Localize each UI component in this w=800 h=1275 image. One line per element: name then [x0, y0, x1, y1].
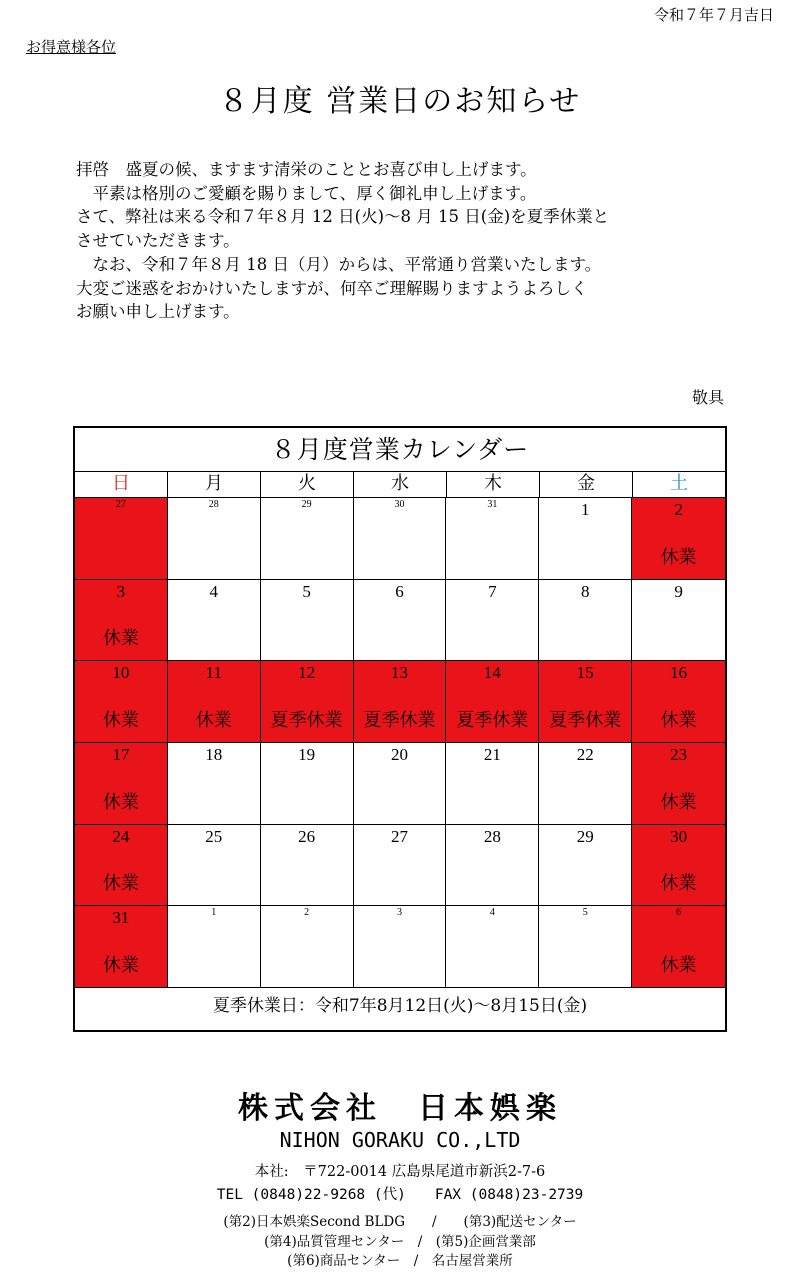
day-number: 4 [489, 907, 495, 919]
calendar-day-cell [75, 580, 168, 662]
day-number: 6 [676, 907, 682, 919]
calendar-day-cell [354, 580, 447, 662]
day-number: 31 [487, 499, 498, 510]
day-number: 30 [670, 826, 688, 846]
calendar-weekday-header [75, 472, 725, 498]
calendar-day-cell [354, 743, 447, 825]
calendar-day-cell [446, 743, 539, 825]
calendar-day-cell [354, 906, 447, 988]
calendar-day-cell [354, 661, 447, 743]
day-number: 31 [112, 908, 130, 928]
calendar-day-cell [261, 743, 354, 825]
day-number: 4 [209, 581, 219, 601]
day-number: 3 [116, 581, 126, 601]
calendar-day-cell [168, 580, 261, 662]
calendar-day-cell [261, 661, 354, 743]
day-status-label: 休業 [195, 709, 232, 731]
calendar-day-cell [75, 661, 168, 743]
calendar-day-cell [446, 661, 539, 743]
calendar-day-cell [632, 906, 725, 988]
day-number: 19 [298, 744, 316, 764]
day-status-label: 夏季休業 [549, 709, 622, 731]
calendar-day-cell [539, 498, 632, 580]
day-number: 27 [390, 826, 408, 846]
business-calendar [73, 426, 727, 1032]
calendar-day-cell [446, 906, 539, 988]
company-address: 本社: 〒722-0014 広島県尾道市新浜2-7-6 [254, 1164, 546, 1180]
closing: 敬具 [691, 388, 724, 407]
day-number: 12 [298, 663, 316, 683]
calendar-day-cell [354, 498, 447, 580]
day-number: 23 [670, 744, 688, 764]
day-number: 10 [112, 663, 130, 683]
calendar-day-cell [168, 498, 261, 580]
day-status-label: 休業 [102, 791, 139, 813]
day-status-label: 休業 [660, 873, 697, 895]
day-number: 29 [576, 826, 594, 846]
document-date: 令和７年７月吉日 [653, 6, 774, 24]
day-status-label: 休業 [102, 954, 139, 976]
day-number: 15 [576, 663, 594, 683]
letter-line: 平素は格別のご愛顧を賜りまして、厚く御礼申し上げます。 [76, 183, 537, 203]
calendar-day-cell [75, 825, 168, 907]
day-number: 20 [390, 744, 408, 764]
calendar-day-cell [261, 498, 354, 580]
calendar-title: ８月度営業カレンダー [75, 428, 725, 472]
day-number: 18 [205, 744, 223, 764]
day-status-label: 休業 [660, 546, 697, 568]
calendar-day-cell [168, 743, 261, 825]
calendar-day-cell [632, 743, 725, 825]
day-number: 24 [112, 826, 130, 846]
day-number: 11 [205, 663, 222, 683]
day-number: 5 [582, 907, 588, 919]
weekday-header-cell: 金 [540, 472, 633, 497]
company-name-en: NIHON GORAKU CO.,LTD [279, 1128, 521, 1152]
recipient: お得意様各位 [26, 38, 117, 56]
calendar-day-cell [446, 498, 539, 580]
weekday-header-cell: 日 [75, 472, 168, 497]
calendar-day-cell [75, 498, 168, 580]
calendar-day-cell [261, 906, 354, 988]
day-number: 16 [670, 663, 688, 683]
day-status-label: 休業 [660, 791, 697, 813]
calendar-footer: 夏季休業日：令和7年8月12日(火)～8月15日(金) [212, 996, 588, 1016]
day-number: 22 [576, 744, 594, 764]
office-line: (第2)日本娯楽Second BLDG / (第3)配送センター [223, 1214, 577, 1230]
company-name: 株式会社 日本娯楽 [238, 1091, 562, 1126]
calendar-day-cell [261, 580, 354, 662]
letter-line: 拝啓 盛夏の候、ますます清栄のこととお喜び申し上げます。 [76, 160, 537, 179]
calendar-day-cell [354, 825, 447, 907]
calendar-day-cell [75, 906, 168, 988]
day-status-label: 夏季休業 [363, 709, 436, 731]
day-number: 25 [205, 826, 223, 846]
company-offices [0, 1213, 800, 1272]
weekday-header-cell: 水 [354, 472, 447, 497]
day-status-label: 休業 [660, 709, 697, 731]
calendar-day-cell [446, 825, 539, 907]
calendar-grid [75, 498, 725, 988]
calendar-day-cell [632, 661, 725, 743]
calendar-day-cell [168, 825, 261, 907]
day-number: 26 [298, 826, 316, 846]
calendar-day-cell [539, 580, 632, 662]
calendar-day-cell [539, 906, 632, 988]
weekday-header-cell: 月 [168, 472, 261, 497]
office-line: (第6)商品センター / 名古屋営業所 [287, 1253, 513, 1269]
day-status-label: 夏季休業 [456, 709, 529, 731]
letter-line: お願い申し上げます。 [76, 302, 240, 322]
day-number: 5 [302, 581, 311, 601]
day-number: 9 [674, 581, 683, 601]
calendar-day-cell [539, 743, 632, 825]
letter-line: させていただきます。 [76, 231, 240, 251]
letter-line: なお、令和７年８月 18 日（月）からは、平常通り営業いたします。 [76, 254, 602, 274]
day-number: 3 [396, 907, 402, 919]
calendar-day-cell [632, 825, 725, 907]
calendar-day-cell [539, 825, 632, 907]
letter-line: さて、弊社は来る令和７年８月 12 日(火)～8 月 15 日(金)を夏季休業と [76, 207, 610, 227]
calendar-day-cell [168, 661, 261, 743]
calendar-day-cell [168, 906, 261, 988]
day-number: 13 [390, 663, 408, 683]
calendar-day-cell [446, 580, 539, 662]
weekday-header-cell: 火 [261, 472, 354, 497]
calendar-day-cell [539, 661, 632, 743]
day-number: 28 [483, 826, 501, 846]
day-number: 30 [394, 499, 405, 510]
day-status-label: 休業 [102, 628, 139, 650]
day-number: 29 [301, 499, 312, 510]
day-number: 8 [580, 581, 590, 601]
day-number: 1 [580, 500, 590, 519]
calendar-day-cell [632, 580, 725, 662]
day-number: 27 [115, 499, 126, 510]
day-number: 17 [112, 744, 130, 764]
letter-body [76, 158, 736, 324]
day-status-label: 夏季休業 [270, 709, 343, 731]
day-status-label: 休業 [102, 709, 139, 731]
calendar-day-cell [632, 498, 725, 580]
letter-line: 大変ご迷惑をおかけいたしますが、何卒ご理解賜りますようよろしく [76, 278, 588, 298]
day-status-label: 休業 [660, 954, 697, 976]
day-number: 2 [674, 500, 683, 519]
page-title: ８月度 営業日のお知らせ [218, 84, 582, 119]
office-line: (第4)品質管理センター / (第5)企画営業部 [264, 1233, 536, 1250]
day-number: 28 [208, 499, 219, 510]
day-number: 1 [211, 907, 217, 919]
day-number: 7 [488, 581, 497, 601]
day-number: 21 [483, 744, 501, 764]
day-number: 14 [483, 663, 501, 683]
day-status-label: 休業 [102, 873, 139, 895]
company-tel-fax: TEL (0848)22-9268 (代) FAX (0848)23-2739 [216, 1187, 584, 1203]
calendar-day-cell [261, 825, 354, 907]
weekday-header-cell: 土 [670, 473, 688, 494]
day-number: 6 [395, 581, 404, 601]
day-number: 2 [304, 907, 310, 919]
calendar-day-cell [75, 743, 168, 825]
weekday-header-cell: 木 [447, 472, 540, 497]
